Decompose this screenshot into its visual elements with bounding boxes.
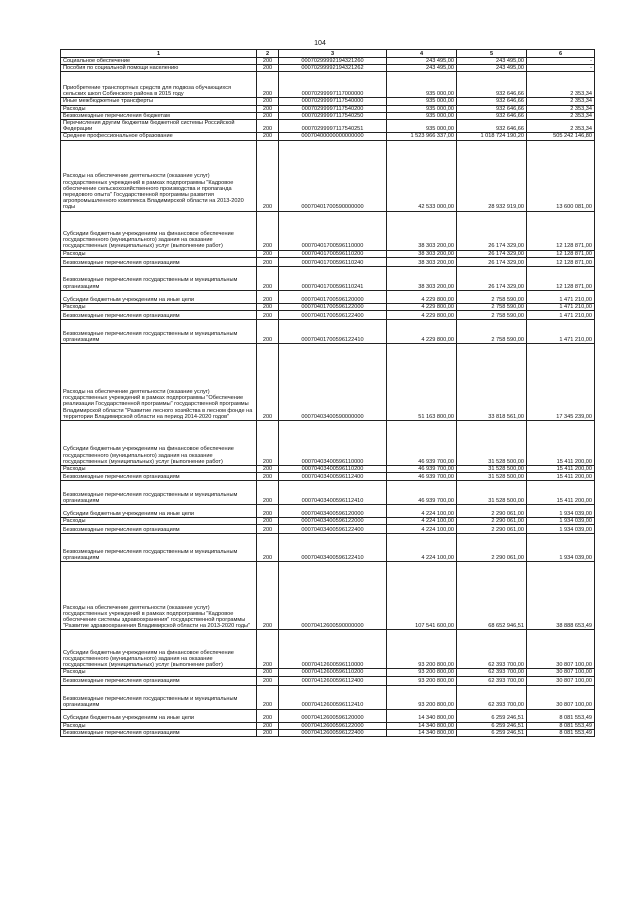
table-row	[61, 266, 595, 290]
row-approved-amount-cell: 46 939 700,00	[387, 481, 457, 505]
row-line-code-cell: 200	[257, 525, 279, 534]
row-executed-amount-cell: 62 393 700,00	[457, 676, 527, 685]
row-line-code-cell: 200	[257, 72, 279, 98]
row-executed-amount-cell: 2 758 590,00	[457, 320, 527, 344]
row-budget-code-cell: 00070401700596110200	[279, 250, 387, 257]
row-line-code-cell: 200	[257, 676, 279, 685]
row-budget-code-cell: 00070401700590000000	[279, 140, 387, 211]
row-line-code-cell: 200	[257, 729, 279, 736]
table-row	[61, 311, 595, 320]
row-executed-amount-cell: 932 646,66	[457, 120, 527, 133]
table-row	[61, 534, 595, 562]
row-line-code-cell: 200	[257, 320, 279, 344]
row-approved-amount-cell: 93 200 800,00	[387, 676, 457, 685]
table-body	[61, 58, 595, 737]
row-name-cell: Безвозмездные перечисления государственным и муниципальным организациям	[61, 685, 257, 709]
row-budget-code-cell: 00070412600596112400	[279, 676, 387, 685]
row-executed-amount-cell: 2 290 061,00	[457, 534, 527, 562]
table-row	[61, 525, 595, 534]
row-executed-amount-cell: 2 290 061,00	[457, 518, 527, 525]
row-line-code-cell: 200	[257, 344, 279, 421]
row-budget-code-cell: 00070403400596122410	[279, 534, 387, 562]
row-line-code-cell: 200	[257, 133, 279, 140]
budget-execution-table-container	[60, 49, 594, 737]
row-executed-amount-cell: 6 259 246,51	[457, 729, 527, 736]
row-approved-amount-cell: 38 303 200,00	[387, 257, 457, 266]
row-line-code-cell: 200	[257, 669, 279, 676]
row-name-cell: Субсидии бюджетным учреждениям на финансовое обеспечение государственного (муниципального) задания на оказание государственных (муниципальных) услуг (выполнение работ)	[61, 630, 257, 669]
row-executed-amount-cell: 6 259 246,51	[457, 722, 527, 729]
row-line-code-cell: 200	[257, 421, 279, 466]
row-unexecuted-amount-cell: 1 471 210,00	[527, 320, 595, 344]
row-executed-amount-cell: 62 393 700,00	[457, 630, 527, 669]
row-approved-amount-cell: 4 229 800,00	[387, 303, 457, 310]
row-executed-amount-cell: 932 646,66	[457, 105, 527, 112]
row-executed-amount-cell: 33 818 561,00	[457, 344, 527, 421]
row-unexecuted-amount-cell: 30 807 100,00	[527, 685, 595, 709]
row-name-cell: Расходы на обеспечение деятельности (оказание услуг) государственных учреждений в рамках подпрограммы "Кадровое обеспечение сельскохозяйственного производства и пропаганда передового опыта" Государственной программы развития агропромышленного комплекса Владимирской области на 2013-2020 годы	[61, 140, 257, 211]
row-budget-code-cell: 00070401700596122400	[279, 311, 387, 320]
row-line-code-cell: 200	[257, 58, 279, 65]
row-approved-amount-cell: 46 939 700,00	[387, 473, 457, 481]
row-unexecuted-amount-cell: 2 353,34	[527, 112, 595, 119]
table-row	[61, 133, 595, 140]
row-approved-amount-cell: 46 939 700,00	[387, 421, 457, 466]
row-executed-amount-cell: 2 290 061,00	[457, 525, 527, 534]
row-budget-code-cell: 00070299997117540251	[279, 120, 387, 133]
row-approved-amount-cell: 243 495,00	[387, 65, 457, 72]
row-budget-code-cell: 00070299997117000000	[279, 72, 387, 98]
row-executed-amount-cell: 932 646,66	[457, 72, 527, 98]
row-executed-amount-cell: 26 174 329,00	[457, 211, 527, 250]
table-row	[61, 709, 595, 722]
row-line-code-cell: 200	[257, 466, 279, 473]
row-name-cell: Безвозмездные перечисления организациям	[61, 257, 257, 266]
table-row	[61, 257, 595, 266]
row-name-cell: Расходы	[61, 303, 257, 310]
row-name-cell: Безвозмездные перечисления государственным и муниципальным организациям	[61, 266, 257, 290]
row-budget-code-cell: 00070299997117540250	[279, 112, 387, 119]
row-approved-amount-cell: 42 533 000,00	[387, 140, 457, 211]
row-line-code-cell: 200	[257, 105, 279, 112]
row-approved-amount-cell: 51 163 800,00	[387, 344, 457, 421]
table-row	[61, 729, 595, 736]
row-unexecuted-amount-cell: 12 128 871,00	[527, 250, 595, 257]
column-header-6: 6	[527, 50, 595, 58]
row-executed-amount-cell: 62 393 700,00	[457, 669, 527, 676]
row-budget-code-cell: 00070412600596122000	[279, 722, 387, 729]
table-row	[61, 421, 595, 466]
table-row	[61, 140, 595, 211]
table-row	[61, 505, 595, 518]
row-executed-amount-cell: 2 290 061,00	[457, 505, 527, 518]
column-header-3: 3	[279, 50, 387, 58]
row-executed-amount-cell: 26 174 329,00	[457, 266, 527, 290]
row-name-cell: Безвозмездные перечисления организациям	[61, 729, 257, 736]
row-budget-code-cell: 00070401700596110240	[279, 257, 387, 266]
row-budget-code-cell: 00070401700596122000	[279, 303, 387, 310]
budget-execution-table	[60, 49, 595, 737]
row-unexecuted-amount-cell: 15 411 200,00	[527, 421, 595, 466]
row-approved-amount-cell: 14 340 800,00	[387, 722, 457, 729]
row-unexecuted-amount-cell: 12 128 871,00	[527, 257, 595, 266]
table-row	[61, 72, 595, 98]
row-name-cell: Безвозмездные перечисления бюджетам	[61, 112, 257, 119]
row-approved-amount-cell: 935 000,00	[387, 72, 457, 98]
row-name-cell: Среднее профессиональное образование	[61, 133, 257, 140]
row-unexecuted-amount-cell: 1 934 039,00	[527, 525, 595, 534]
row-budget-code-cell: 00070412600596110200	[279, 669, 387, 676]
table-row	[61, 722, 595, 729]
table-row	[61, 669, 595, 676]
table-row	[61, 320, 595, 344]
row-unexecuted-amount-cell: 1 471 210,00	[527, 311, 595, 320]
table-row	[61, 630, 595, 669]
row-approved-amount-cell: 4 224 100,00	[387, 518, 457, 525]
row-unexecuted-amount-cell: 1 471 210,00	[527, 303, 595, 310]
row-approved-amount-cell: 38 303 200,00	[387, 250, 457, 257]
row-unexecuted-amount-cell: 15 411 200,00	[527, 473, 595, 481]
row-executed-amount-cell: 31 528 500,00	[457, 421, 527, 466]
table-row	[61, 685, 595, 709]
row-budget-code-cell: 00070403400596122000	[279, 518, 387, 525]
row-line-code-cell: 200	[257, 65, 279, 72]
row-unexecuted-amount-cell: 30 807 100,00	[527, 676, 595, 685]
row-budget-code-cell: 00070299992194321260	[279, 58, 387, 65]
row-name-cell: Расходы	[61, 250, 257, 257]
row-name-cell: Перечисления другим бюджетам бюджетной системы Российской Федерации	[61, 120, 257, 133]
row-unexecuted-amount-cell: 8 081 553,49	[527, 729, 595, 736]
row-name-cell: Безвозмездные перечисления государственным и муниципальным организациям	[61, 534, 257, 562]
row-executed-amount-cell: 28 932 919,00	[457, 140, 527, 211]
row-approved-amount-cell: 93 200 800,00	[387, 630, 457, 669]
row-unexecuted-amount-cell: 2 353,34	[527, 72, 595, 98]
row-approved-amount-cell: 46 939 700,00	[387, 466, 457, 473]
row-name-cell: Расходы на обеспечение деятельности (оказание услуг) государственных учреждений в рамках подпрограммы "Обеспечение реализации Государственной программы" государственной программы Владимирской области "Развитие лесного хозяйства в лесном фонде на территории Владимирской области на период 2014-2020 годов"	[61, 344, 257, 421]
row-line-code-cell: 200	[257, 685, 279, 709]
row-unexecuted-amount-cell: 15 411 200,00	[527, 466, 595, 473]
row-budget-code-cell: 00070403400596112400	[279, 473, 387, 481]
row-budget-code-cell: 00070412600596112410	[279, 685, 387, 709]
row-line-code-cell: 200	[257, 709, 279, 722]
row-name-cell: Субсидии бюджетным учреждениям на иные цели	[61, 290, 257, 303]
row-approved-amount-cell: 14 340 800,00	[387, 729, 457, 736]
table-row	[61, 105, 595, 112]
table-row	[61, 290, 595, 303]
row-line-code-cell: 200	[257, 303, 279, 310]
row-unexecuted-amount-cell: 1 471 210,00	[527, 290, 595, 303]
row-unexecuted-amount-cell: 30 807 100,00	[527, 669, 595, 676]
row-line-code-cell: 200	[257, 481, 279, 505]
row-executed-amount-cell: 31 528 500,00	[457, 481, 527, 505]
row-unexecuted-amount-cell: 1 934 039,00	[527, 505, 595, 518]
row-line-code-cell: 200	[257, 473, 279, 481]
row-approved-amount-cell: 935 000,00	[387, 112, 457, 119]
row-unexecuted-amount-cell: 12 128 871,00	[527, 266, 595, 290]
row-unexecuted-amount-cell: 2 353,34	[527, 120, 595, 133]
row-approved-amount-cell: 93 200 800,00	[387, 669, 457, 676]
row-executed-amount-cell: 26 174 329,00	[457, 250, 527, 257]
row-budget-code-cell: 00070403400596120000	[279, 505, 387, 518]
row-budget-code-cell: 00070401700596122410	[279, 320, 387, 344]
row-unexecuted-amount-cell: 1 934 039,00	[527, 518, 595, 525]
row-executed-amount-cell: 243 495,00	[457, 65, 527, 72]
row-budget-code-cell: 00070412600596120000	[279, 709, 387, 722]
row-name-cell: Субсидии бюджетным учреждениям на финансовое обеспечение государственного (муниципального) задания на оказание государственных (муниципальных) услуг (выполнение работ)	[61, 421, 257, 466]
row-name-cell: Безвозмездные перечисления государственным и муниципальным организациям	[61, 481, 257, 505]
row-budget-code-cell: 00070412600590000000	[279, 562, 387, 630]
row-unexecuted-amount-cell: 505 242 146,80	[527, 133, 595, 140]
row-line-code-cell: 200	[257, 562, 279, 630]
row-name-cell: Расходы	[61, 466, 257, 473]
row-line-code-cell: 200	[257, 630, 279, 669]
row-unexecuted-amount-cell: 15 411 200,00	[527, 481, 595, 505]
row-name-cell: Безвозмездные перечисления организациям	[61, 473, 257, 481]
row-approved-amount-cell: 4 224 100,00	[387, 525, 457, 534]
row-line-code-cell: 200	[257, 250, 279, 257]
row-line-code-cell: 200	[257, 290, 279, 303]
row-line-code-cell: 200	[257, 140, 279, 211]
row-name-cell: Иные межбюджетные трансферты	[61, 98, 257, 105]
row-executed-amount-cell: 6 259 246,51	[457, 709, 527, 722]
row-line-code-cell: 200	[257, 257, 279, 266]
row-approved-amount-cell: 4 229 800,00	[387, 290, 457, 303]
table-row	[61, 58, 595, 65]
table-row	[61, 676, 595, 685]
row-approved-amount-cell: 4 224 100,00	[387, 534, 457, 562]
row-approved-amount-cell: 38 303 200,00	[387, 266, 457, 290]
row-name-cell: Субсидии бюджетным учреждениям на иные цели	[61, 709, 257, 722]
row-budget-code-cell: 00070403400596112410	[279, 481, 387, 505]
row-name-cell: Безвозмездные перечисления государственным и муниципальным организациям	[61, 320, 257, 344]
row-approved-amount-cell: 38 303 200,00	[387, 211, 457, 250]
row-name-cell: Приобретение транспортных средств для подвоза обучающихся сельских школ Собинского района в 2015 году	[61, 72, 257, 98]
row-line-code-cell: 200	[257, 534, 279, 562]
row-unexecuted-amount-cell: 13 600 081,00	[527, 140, 595, 211]
row-name-cell: Безвозмездные перечисления организациям	[61, 525, 257, 534]
row-approved-amount-cell: 935 000,00	[387, 120, 457, 133]
row-unexecuted-amount-cell: 2 353,34	[527, 105, 595, 112]
table-row	[61, 518, 595, 525]
row-line-code-cell: 200	[257, 518, 279, 525]
row-executed-amount-cell: 62 393 700,00	[457, 685, 527, 709]
table-row	[61, 344, 595, 421]
row-budget-code-cell: 00070400000000000000	[279, 133, 387, 140]
row-name-cell: Расходы	[61, 105, 257, 112]
row-unexecuted-amount-cell: -	[527, 58, 595, 65]
table-row	[61, 481, 595, 505]
row-unexecuted-amount-cell: 8 081 553,49	[527, 722, 595, 729]
row-line-code-cell: 200	[257, 98, 279, 105]
row-name-cell: Субсидии бюджетным учреждениям на иные цели	[61, 505, 257, 518]
row-unexecuted-amount-cell: 30 807 100,00	[527, 630, 595, 669]
row-executed-amount-cell: 31 528 500,00	[457, 466, 527, 473]
row-executed-amount-cell: 932 646,66	[457, 112, 527, 119]
page-number: 104	[314, 40, 326, 47]
row-unexecuted-amount-cell: 1 934 039,00	[527, 534, 595, 562]
row-budget-code-cell: 00070401700596110000	[279, 211, 387, 250]
row-name-cell: Расходы на обеспечение деятельности (оказание услуг) государственных учреждений в рамках подпрограммы "Кадровое обеспечение системы здравоохранения" государственной программы "Развитие здравоохранения Владимирской области на 2013-2020 годы"	[61, 562, 257, 630]
row-budget-code-cell: 00070403400596110200	[279, 466, 387, 473]
row-unexecuted-amount-cell: 12 128 871,00	[527, 211, 595, 250]
table-row	[61, 303, 595, 310]
row-approved-amount-cell: 935 000,00	[387, 105, 457, 112]
table-row	[61, 65, 595, 72]
row-approved-amount-cell: 4 224 100,00	[387, 505, 457, 518]
row-budget-code-cell: 00070401700596120000	[279, 290, 387, 303]
row-name-cell: Расходы	[61, 722, 257, 729]
row-name-cell: Безвозмездные перечисления организациям	[61, 311, 257, 320]
row-line-code-cell: 200	[257, 211, 279, 250]
row-budget-code-cell: 00070299992194321262	[279, 65, 387, 72]
row-approved-amount-cell: 93 200 800,00	[387, 685, 457, 709]
row-budget-code-cell: 00070403400590000000	[279, 344, 387, 421]
row-budget-code-cell: 00070299997117540200	[279, 105, 387, 112]
row-approved-amount-cell: 14 340 800,00	[387, 709, 457, 722]
row-unexecuted-amount-cell: 8 081 553,49	[527, 709, 595, 722]
row-executed-amount-cell: 1 018 724 190,20	[457, 133, 527, 140]
row-name-cell: Пособия по социальной помощи населению	[61, 65, 257, 72]
row-executed-amount-cell: 932 646,66	[457, 98, 527, 105]
row-approved-amount-cell: 935 000,00	[387, 98, 457, 105]
table-row	[61, 112, 595, 119]
table-row	[61, 473, 595, 481]
row-name-cell: Безвозмездные перечисления организациям	[61, 676, 257, 685]
column-header-5: 5	[457, 50, 527, 58]
row-unexecuted-amount-cell: 17 345 239,00	[527, 344, 595, 421]
row-name-cell: Расходы	[61, 669, 257, 676]
column-header-1: 1	[61, 50, 257, 58]
row-unexecuted-amount-cell: 38 888 653,49	[527, 562, 595, 630]
row-unexecuted-amount-cell: -	[527, 65, 595, 72]
row-line-code-cell: 200	[257, 120, 279, 133]
row-approved-amount-cell: 4 229 800,00	[387, 320, 457, 344]
row-executed-amount-cell: 26 174 329,00	[457, 257, 527, 266]
row-executed-amount-cell: 2 758 590,00	[457, 311, 527, 320]
row-line-code-cell: 200	[257, 311, 279, 320]
column-header-4: 4	[387, 50, 457, 58]
table-row	[61, 211, 595, 250]
row-approved-amount-cell: 243 495,00	[387, 58, 457, 65]
row-approved-amount-cell: 1 523 966 337,00	[387, 133, 457, 140]
row-line-code-cell: 200	[257, 505, 279, 518]
row-budget-code-cell: 00070299997117540000	[279, 98, 387, 105]
row-line-code-cell: 200	[257, 266, 279, 290]
row-approved-amount-cell: 4 229 800,00	[387, 311, 457, 320]
table-row	[61, 98, 595, 105]
column-header-2: 2	[257, 50, 279, 58]
table-row	[61, 562, 595, 630]
row-budget-code-cell: 00070412600596110000	[279, 630, 387, 669]
row-budget-code-cell: 00070412600596122400	[279, 729, 387, 736]
row-budget-code-cell: 00070401700596110241	[279, 266, 387, 290]
column-number-header-row	[61, 50, 595, 58]
table-row	[61, 120, 595, 133]
row-executed-amount-cell: 2 758 590,00	[457, 290, 527, 303]
row-line-code-cell: 200	[257, 112, 279, 119]
table-row	[61, 250, 595, 257]
row-executed-amount-cell: 31 528 500,00	[457, 473, 527, 481]
row-approved-amount-cell: 107 541 600,00	[387, 562, 457, 630]
table-row	[61, 466, 595, 473]
row-executed-amount-cell: 2 758 590,00	[457, 303, 527, 310]
row-budget-code-cell: 00070403400596110000	[279, 421, 387, 466]
row-line-code-cell: 200	[257, 722, 279, 729]
row-executed-amount-cell: 243 495,00	[457, 58, 527, 65]
row-unexecuted-amount-cell: 2 353,34	[527, 98, 595, 105]
row-name-cell: Расходы	[61, 518, 257, 525]
row-name-cell: Социальное обеспечение	[61, 58, 257, 65]
row-executed-amount-cell: 68 652 946,51	[457, 562, 527, 630]
row-name-cell: Субсидии бюджетным учреждениям на финансовое обеспечение государственного (муниципального) задания на оказание государственных (муниципальных) услуг (выполнение работ)	[61, 211, 257, 250]
row-budget-code-cell: 00070403400596122400	[279, 525, 387, 534]
